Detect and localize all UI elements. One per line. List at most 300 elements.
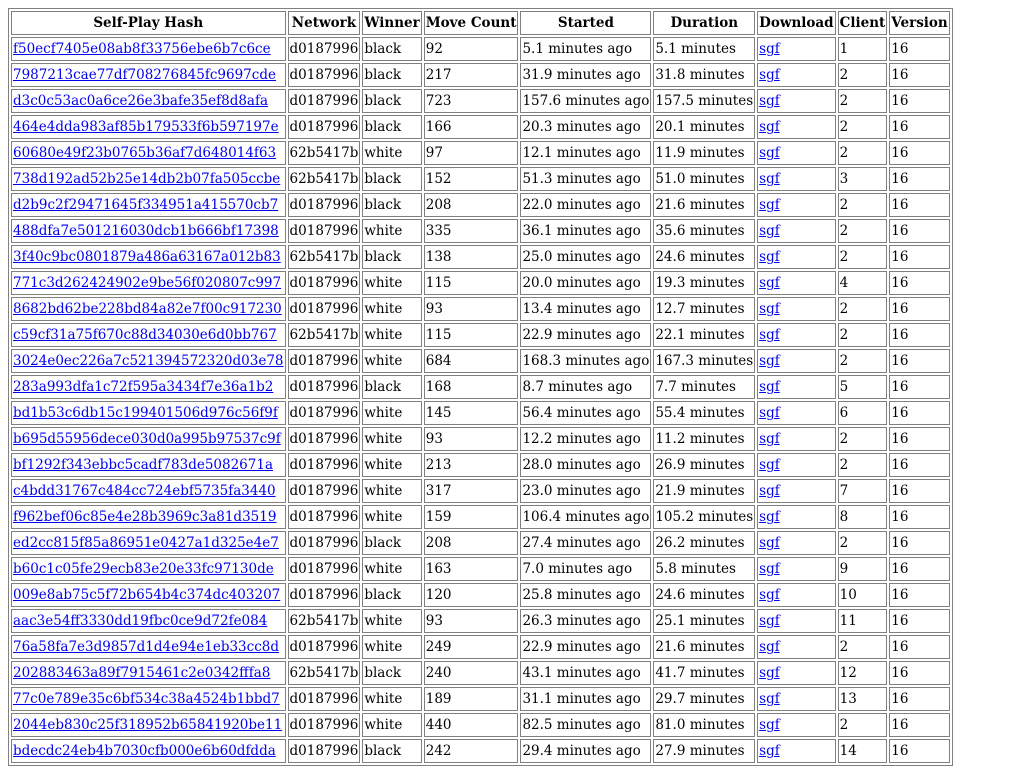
- download-cell: [757, 349, 835, 373]
- sgf-download-link[interactable]: sgf: [759, 275, 780, 291]
- network-cell: d0187996: [288, 375, 361, 399]
- started-cell: 8.7 minutes ago: [520, 375, 651, 399]
- client-cell: 2: [838, 63, 888, 87]
- sgf-download-link[interactable]: sgf: [759, 223, 780, 239]
- winner-cell: black: [362, 661, 421, 685]
- duration-cell: 41.7 minutes: [653, 661, 755, 685]
- header-client: Client: [838, 11, 888, 35]
- winner-cell: white: [362, 401, 421, 425]
- hash-link[interactable]: bd1b53c6db15c199401506d976c56f9f: [13, 405, 278, 421]
- hash-link[interactable]: f962bef06c85e4e28b3969c3a81d3519: [13, 509, 277, 525]
- hash-link[interactable]: 3024e0ec226a7c521394572320d03e78: [13, 353, 284, 369]
- self-play-table: [8, 8, 953, 766]
- sgf-download-link[interactable]: sgf: [759, 145, 780, 161]
- client-cell: 2: [838, 115, 888, 139]
- hash-cell: [11, 557, 286, 581]
- header-winner: Winner: [362, 11, 421, 35]
- download-cell: [757, 245, 835, 269]
- hash-link[interactable]: 738d192ad52b25e14db2b07fa505ccbe: [13, 171, 281, 187]
- version-cell: 16: [889, 687, 950, 711]
- hash-cell: [11, 531, 286, 555]
- hash-link[interactable]: c59cf31a75f670c88d34030e6d0bb767: [13, 327, 277, 343]
- move-count-cell: 213: [424, 453, 519, 477]
- client-cell: 14: [838, 739, 888, 763]
- hash-link[interactable]: 202883463a89f7915461c2e0342fffa8: [13, 665, 271, 681]
- download-cell: [757, 713, 835, 737]
- network-cell: d0187996: [288, 37, 361, 61]
- hash-cell: [11, 37, 286, 61]
- download-cell: [757, 427, 835, 451]
- hash-cell: [11, 375, 286, 399]
- network-cell: d0187996: [288, 531, 361, 555]
- client-cell: 3: [838, 167, 888, 191]
- started-cell: 29.4 minutes ago: [520, 739, 651, 763]
- winner-cell: black: [362, 245, 421, 269]
- move-count-cell: 115: [424, 323, 519, 347]
- header-hash: Self-Play Hash: [11, 11, 286, 35]
- version-cell: 16: [889, 219, 950, 243]
- started-cell: 28.0 minutes ago: [520, 453, 651, 477]
- sgf-download-link[interactable]: sgf: [759, 41, 780, 57]
- sgf-download-link[interactable]: sgf: [759, 613, 780, 629]
- started-cell: 20.0 minutes ago: [520, 271, 651, 295]
- move-count-cell: 217: [424, 63, 519, 87]
- network-cell: d0187996: [288, 219, 361, 243]
- move-count-cell: 168: [424, 375, 519, 399]
- download-cell: [757, 271, 835, 295]
- sgf-download-link[interactable]: sgf: [759, 249, 780, 265]
- client-cell: 2: [838, 297, 888, 321]
- started-cell: 7.0 minutes ago: [520, 557, 651, 581]
- winner-cell: white: [362, 427, 421, 451]
- hash-link[interactable]: 488dfa7e501216030dcb1b666bf17398: [13, 223, 279, 239]
- table-row: [11, 453, 950, 477]
- download-cell: [757, 453, 835, 477]
- download-cell: [757, 167, 835, 191]
- client-cell: 13: [838, 687, 888, 711]
- version-cell: 16: [889, 167, 950, 191]
- started-cell: 20.3 minutes ago: [520, 115, 651, 139]
- duration-cell: 11.2 minutes: [653, 427, 755, 451]
- network-cell: d0187996: [288, 505, 361, 529]
- hash-cell: [11, 609, 286, 633]
- network-cell: d0187996: [288, 427, 361, 451]
- download-cell: [757, 375, 835, 399]
- hash-link[interactable]: 7987213cae77df708276845fc9697cde: [13, 67, 276, 83]
- sgf-download-link[interactable]: sgf: [759, 665, 780, 681]
- version-cell: 16: [889, 37, 950, 61]
- table-row: [11, 115, 950, 139]
- hash-link[interactable]: bf1292f343ebbc5cadf783de5082671a: [13, 457, 274, 473]
- hash-link[interactable]: 283a993dfa1c72f595a3434f7e36a1b2: [13, 379, 274, 395]
- header-move-count: Move Count: [424, 11, 519, 35]
- hash-link[interactable]: d2b9c2f29471645f334951a415570cb7: [13, 197, 279, 213]
- duration-cell: 167.3 minutes: [653, 349, 755, 373]
- client-cell: 2: [838, 531, 888, 555]
- started-cell: 22.0 minutes ago: [520, 193, 651, 217]
- move-count-cell: 317: [424, 479, 519, 503]
- winner-cell: black: [362, 375, 421, 399]
- duration-cell: 5.1 minutes: [653, 37, 755, 61]
- hash-link[interactable]: 2044eb830c25f318952b65841920be11: [13, 717, 283, 733]
- started-cell: 23.0 minutes ago: [520, 479, 651, 503]
- started-cell: 26.3 minutes ago: [520, 609, 651, 633]
- sgf-download-link[interactable]: sgf: [759, 587, 780, 603]
- hash-link[interactable]: d3c0c53ac0a6ce26e3bafe35ef8d8afa: [13, 93, 269, 109]
- client-cell: 2: [838, 635, 888, 659]
- version-cell: 16: [889, 323, 950, 347]
- network-cell: d0187996: [288, 89, 361, 113]
- client-cell: 12: [838, 661, 888, 685]
- started-cell: 82.5 minutes ago: [520, 713, 651, 737]
- network-cell: d0187996: [288, 271, 361, 295]
- started-cell: 27.4 minutes ago: [520, 531, 651, 555]
- client-cell: 10: [838, 583, 888, 607]
- network-cell: d0187996: [288, 401, 361, 425]
- hash-link[interactable]: 76a58fa7e3d9857d1d4e94e1eb33cc8d: [13, 639, 279, 655]
- hash-cell: [11, 505, 286, 529]
- started-cell: 31.9 minutes ago: [520, 63, 651, 87]
- move-count-cell: 115: [424, 271, 519, 295]
- client-cell: 9: [838, 557, 888, 581]
- download-cell: [757, 557, 835, 581]
- client-cell: 2: [838, 427, 888, 451]
- started-cell: 22.9 minutes ago: [520, 635, 651, 659]
- winner-cell: white: [362, 141, 421, 165]
- table-row: [11, 661, 950, 685]
- client-cell: 6: [838, 401, 888, 425]
- download-cell: [757, 609, 835, 633]
- download-cell: [757, 37, 835, 61]
- table-row: [11, 63, 950, 87]
- move-count-cell: 208: [424, 531, 519, 555]
- client-cell: 8: [838, 505, 888, 529]
- version-cell: 16: [889, 375, 950, 399]
- table-row: [11, 167, 950, 191]
- move-count-cell: 159: [424, 505, 519, 529]
- version-cell: 16: [889, 453, 950, 477]
- duration-cell: 21.6 minutes: [653, 193, 755, 217]
- winner-cell: black: [362, 739, 421, 763]
- hash-link[interactable]: bdecdc24eb4b7030cfb000e6b60dfdda: [13, 743, 276, 759]
- hash-cell: [11, 297, 286, 321]
- client-cell: 2: [838, 141, 888, 165]
- header-download: Download: [757, 11, 835, 35]
- network-cell: d0187996: [288, 115, 361, 139]
- network-cell: d0187996: [288, 713, 361, 737]
- hash-cell: [11, 583, 286, 607]
- duration-cell: 5.8 minutes: [653, 557, 755, 581]
- move-count-cell: 242: [424, 739, 519, 763]
- hash-cell: [11, 193, 286, 217]
- winner-cell: white: [362, 687, 421, 711]
- duration-cell: 81.0 minutes: [653, 713, 755, 737]
- duration-cell: 35.6 minutes: [653, 219, 755, 243]
- move-count-cell: 93: [424, 609, 519, 633]
- hash-cell: [11, 271, 286, 295]
- network-cell: d0187996: [288, 63, 361, 87]
- winner-cell: white: [362, 453, 421, 477]
- sgf-download-link[interactable]: sgf: [759, 483, 780, 499]
- duration-cell: 24.6 minutes: [653, 583, 755, 607]
- table-body: [11, 37, 950, 763]
- table-row: [11, 271, 950, 295]
- download-cell: [757, 479, 835, 503]
- started-cell: 5.1 minutes ago: [520, 37, 651, 61]
- hash-cell: [11, 713, 286, 737]
- download-cell: [757, 401, 835, 425]
- table-row: [11, 219, 950, 243]
- hash-cell: [11, 245, 286, 269]
- started-cell: 25.0 minutes ago: [520, 245, 651, 269]
- duration-cell: 19.3 minutes: [653, 271, 755, 295]
- duration-cell: 25.1 minutes: [653, 609, 755, 633]
- download-cell: [757, 505, 835, 529]
- sgf-download-link[interactable]: sgf: [759, 197, 780, 213]
- table-row: [11, 401, 950, 425]
- started-cell: 168.3 minutes ago: [520, 349, 651, 373]
- move-count-cell: 163: [424, 557, 519, 581]
- move-count-cell: 166: [424, 115, 519, 139]
- hash-link[interactable]: aac3e54ff3330dd19fbc0ce9d72fe084: [13, 613, 268, 629]
- client-cell: 4: [838, 271, 888, 295]
- winner-cell: white: [362, 713, 421, 737]
- version-cell: 16: [889, 271, 950, 295]
- winner-cell: black: [362, 531, 421, 555]
- table-row: [11, 375, 950, 399]
- hash-cell: [11, 89, 286, 113]
- network-cell: d0187996: [288, 557, 361, 581]
- duration-cell: 26.2 minutes: [653, 531, 755, 555]
- hash-link[interactable]: 3f40c9bc0801879a486a63167a012b83: [13, 249, 281, 265]
- client-cell: 7: [838, 479, 888, 503]
- move-count-cell: 189: [424, 687, 519, 711]
- network-cell: 62b5417b: [288, 245, 361, 269]
- sgf-download-link[interactable]: sgf: [759, 535, 780, 551]
- move-count-cell: 152: [424, 167, 519, 191]
- hash-cell: [11, 141, 286, 165]
- download-cell: [757, 531, 835, 555]
- hash-cell: [11, 635, 286, 659]
- download-cell: [757, 193, 835, 217]
- move-count-cell: 93: [424, 297, 519, 321]
- version-cell: 16: [889, 349, 950, 373]
- hash-link[interactable]: f50ecf7405e08ab8f33756ebe6b7c6ce: [13, 41, 271, 57]
- move-count-cell: 249: [424, 635, 519, 659]
- table-row: [11, 713, 950, 737]
- download-cell: [757, 739, 835, 763]
- move-count-cell: 120: [424, 583, 519, 607]
- duration-cell: 55.4 minutes: [653, 401, 755, 425]
- duration-cell: 105.2 minutes: [653, 505, 755, 529]
- winner-cell: black: [362, 89, 421, 113]
- sgf-download-link[interactable]: sgf: [759, 379, 780, 395]
- hash-cell: [11, 323, 286, 347]
- hash-link[interactable]: 009e8ab75c5f72b654b4c374dc403207: [13, 587, 281, 603]
- sgf-download-link[interactable]: sgf: [759, 301, 780, 317]
- move-count-cell: 138: [424, 245, 519, 269]
- version-cell: 16: [889, 89, 950, 113]
- move-count-cell: 97: [424, 141, 519, 165]
- network-cell: 62b5417b: [288, 661, 361, 685]
- sgf-download-link[interactable]: sgf: [759, 639, 780, 655]
- download-cell: [757, 141, 835, 165]
- duration-cell: 12.7 minutes: [653, 297, 755, 321]
- hash-link[interactable]: 771c3d262424902e9be56f020807c997: [13, 275, 282, 291]
- winner-cell: white: [362, 635, 421, 659]
- version-cell: 16: [889, 739, 950, 763]
- hash-link[interactable]: b695d55956dece030d0a995b97537c9f: [13, 431, 281, 447]
- sgf-download-link[interactable]: sgf: [759, 717, 780, 733]
- network-cell: d0187996: [288, 297, 361, 321]
- sgf-download-link[interactable]: sgf: [759, 171, 780, 187]
- winner-cell: black: [362, 167, 421, 191]
- winner-cell: white: [362, 505, 421, 529]
- hash-cell: [11, 479, 286, 503]
- table-row: [11, 37, 950, 61]
- duration-cell: 21.6 minutes: [653, 635, 755, 659]
- table-row: [11, 89, 950, 113]
- move-count-cell: 92: [424, 37, 519, 61]
- network-cell: d0187996: [288, 687, 361, 711]
- started-cell: 56.4 minutes ago: [520, 401, 651, 425]
- move-count-cell: 723: [424, 89, 519, 113]
- started-cell: 43.1 minutes ago: [520, 661, 651, 685]
- winner-cell: black: [362, 37, 421, 61]
- hash-cell: [11, 115, 286, 139]
- hash-cell: [11, 427, 286, 451]
- started-cell: 51.3 minutes ago: [520, 167, 651, 191]
- sgf-download-link[interactable]: sgf: [759, 119, 780, 135]
- header-network: Network: [288, 11, 361, 35]
- hash-cell: [11, 739, 286, 763]
- winner-cell: white: [362, 557, 421, 581]
- sgf-download-link[interactable]: sgf: [759, 509, 780, 525]
- hash-cell: [11, 661, 286, 685]
- download-cell: [757, 323, 835, 347]
- version-cell: 16: [889, 193, 950, 217]
- table-row: [11, 687, 950, 711]
- version-cell: 16: [889, 505, 950, 529]
- network-cell: 62b5417b: [288, 609, 361, 633]
- sgf-download-link[interactable]: sgf: [759, 405, 780, 421]
- network-cell: d0187996: [288, 635, 361, 659]
- table-row: [11, 141, 950, 165]
- duration-cell: 29.7 minutes: [653, 687, 755, 711]
- table-row: [11, 479, 950, 503]
- table-row: [11, 739, 950, 763]
- move-count-cell: 93: [424, 427, 519, 451]
- started-cell: 36.1 minutes ago: [520, 219, 651, 243]
- table-row: [11, 245, 950, 269]
- started-cell: 157.6 minutes ago: [520, 89, 651, 113]
- client-cell: 1: [838, 37, 888, 61]
- started-cell: 13.4 minutes ago: [520, 297, 651, 321]
- version-cell: 16: [889, 479, 950, 503]
- version-cell: 16: [889, 531, 950, 555]
- move-count-cell: 440: [424, 713, 519, 737]
- client-cell: 2: [838, 89, 888, 113]
- network-cell: d0187996: [288, 453, 361, 477]
- network-cell: d0187996: [288, 193, 361, 217]
- version-cell: 16: [889, 427, 950, 451]
- download-cell: [757, 687, 835, 711]
- hash-link[interactable]: 464e4dda983af85b179533f6b597197e: [13, 119, 279, 135]
- hash-cell: [11, 219, 286, 243]
- version-cell: 16: [889, 141, 950, 165]
- winner-cell: black: [362, 583, 421, 607]
- hash-cell: [11, 401, 286, 425]
- hash-cell: [11, 349, 286, 373]
- winner-cell: black: [362, 115, 421, 139]
- table-row: [11, 609, 950, 633]
- table-row: [11, 323, 950, 347]
- download-cell: [757, 661, 835, 685]
- started-cell: 106.4 minutes ago: [520, 505, 651, 529]
- download-cell: [757, 89, 835, 113]
- hash-link[interactable]: ed2cc815f85a86951e0427a1d325e4e7: [13, 535, 279, 551]
- winner-cell: white: [362, 271, 421, 295]
- hash-link[interactable]: 60680e49f23b0765b36af7d648014f63: [13, 145, 277, 161]
- sgf-download-link[interactable]: sgf: [759, 327, 780, 343]
- network-cell: d0187996: [288, 479, 361, 503]
- hash-link[interactable]: 8682bd62be228bd84a82e7f00c917230: [13, 301, 282, 317]
- winner-cell: white: [362, 323, 421, 347]
- duration-cell: 11.9 minutes: [653, 141, 755, 165]
- client-cell: 2: [838, 349, 888, 373]
- client-cell: 2: [838, 453, 888, 477]
- hash-link[interactable]: c4bdd31767c484cc724ebf5735fa3440: [13, 483, 276, 499]
- download-cell: [757, 219, 835, 243]
- started-cell: 12.2 minutes ago: [520, 427, 651, 451]
- hash-cell: [11, 687, 286, 711]
- table-row: [11, 505, 950, 529]
- download-cell: [757, 297, 835, 321]
- move-count-cell: 145: [424, 401, 519, 425]
- sgf-download-link[interactable]: sgf: [759, 561, 780, 577]
- network-cell: d0187996: [288, 739, 361, 763]
- table-row: [11, 193, 950, 217]
- client-cell: 2: [838, 713, 888, 737]
- sgf-download-link[interactable]: sgf: [759, 743, 780, 759]
- network-cell: d0187996: [288, 583, 361, 607]
- sgf-download-link[interactable]: sgf: [759, 93, 780, 109]
- version-cell: 16: [889, 661, 950, 685]
- table-row: [11, 557, 950, 581]
- hash-link[interactable]: b60c1c05fe29ecb83e20e33fc97130de: [13, 561, 274, 577]
- table-row: [11, 635, 950, 659]
- started-cell: 25.8 minutes ago: [520, 583, 651, 607]
- sgf-download-link[interactable]: sgf: [759, 457, 780, 473]
- table-row: [11, 297, 950, 321]
- version-cell: 16: [889, 635, 950, 659]
- network-cell: d0187996: [288, 349, 361, 373]
- network-cell: 62b5417b: [288, 141, 361, 165]
- duration-cell: 7.7 minutes: [653, 375, 755, 399]
- sgf-download-link[interactable]: sgf: [759, 431, 780, 447]
- header-duration: Duration: [653, 11, 755, 35]
- move-count-cell: 335: [424, 219, 519, 243]
- sgf-download-link[interactable]: sgf: [759, 67, 780, 83]
- sgf-download-link[interactable]: sgf: [759, 353, 780, 369]
- hash-cell: [11, 453, 286, 477]
- hash-link[interactable]: 77c0e789e35c6bf534c38a4524b1bbd7: [13, 691, 280, 707]
- started-cell: 31.1 minutes ago: [520, 687, 651, 711]
- duration-cell: 31.8 minutes: [653, 63, 755, 87]
- duration-cell: 27.9 minutes: [653, 739, 755, 763]
- move-count-cell: 240: [424, 661, 519, 685]
- sgf-download-link[interactable]: sgf: [759, 691, 780, 707]
